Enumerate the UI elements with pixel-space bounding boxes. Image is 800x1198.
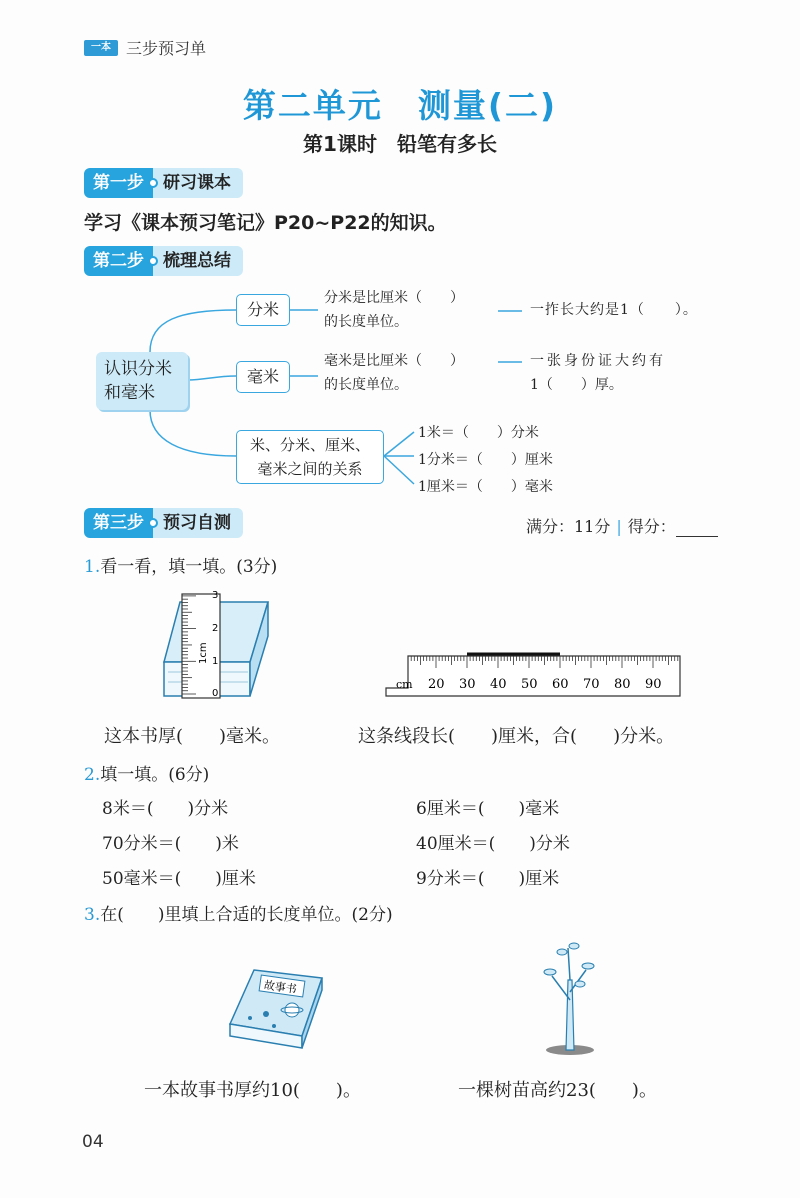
hruler-tick-label: 40 [490,677,507,692]
millimeter-example [530,349,666,397]
score-area [526,514,718,537]
storybook-dot [248,1016,252,1020]
storybook-dot [272,1024,276,1028]
step2-dot [148,256,158,266]
q1-title [84,552,277,577]
hruler-tick-label: 30 [459,677,476,692]
root-line-2: 和毫米 [104,383,155,403]
vruler-tick-label: 2 [212,623,219,634]
sapling-leaf [575,981,585,987]
step1-name: 研习课本 [153,168,243,198]
sapling-leaf [544,969,556,975]
series-badge: 一本 [84,40,118,56]
line-ruler-figure [384,648,684,698]
q3-title [84,900,393,925]
q2-title [84,760,209,785]
millimeter-desc-2: 的长度单位。 [324,377,408,393]
step3-dot [148,518,158,528]
q2-item: 70分米＝( )米 [102,834,239,854]
step2-name: 梳理总结 [153,246,243,276]
millimeter-desc-1: 毫米是比厘米（ ） [324,353,464,369]
sapling-leaf [582,963,594,969]
q2-item: 6厘米＝( )毫米 [416,799,560,819]
hruler-tick-label: 70 [583,677,600,692]
decimeter-desc-1: 分米是比厘米（ ） [324,290,464,306]
q1-number: 1. [84,557,101,577]
q2-item: 40厘米＝( )分米 [416,834,570,854]
node-relations [236,430,384,484]
q1-caption-book: 这本书厚( )毫米。 [104,726,281,747]
score-blank[interactable] [676,520,718,537]
page-number: 04 [82,1132,104,1152]
full-score: 满分：11分 [526,517,611,536]
hruler-unit: cm [396,678,413,691]
storybook-label: 故事书 [263,978,298,997]
node-decimeter: 分米 [236,294,290,326]
series-title: 三步预习单 [126,39,207,58]
score-label: 得分： [627,517,676,536]
root-line-1: 认识分米 [104,359,172,379]
hruler-tick-label: 80 [614,677,631,692]
q2-item: 50毫米＝( )厘米 [102,869,256,889]
q3-text: 在( )里填上合适的长度单位。(2分) [100,905,393,925]
decimeter-example: 一拃长大约是1（ ）。 [530,302,698,318]
step1-dot [148,178,158,188]
sapling-trunk [566,980,574,1050]
lesson-title: 第1课时 铅笔有多长 [303,132,497,156]
q2-number: 2. [84,765,101,785]
vruler-tick-label: 1 [212,656,219,667]
relations-list [418,420,553,501]
relation-3: 1厘米＝（ ）毫米 [418,479,553,495]
step2-tag: 第二步 [84,246,153,276]
q2-item: 8米＝( )分米 [102,799,229,819]
sapling-leaf [557,949,567,955]
step3-label [84,508,243,538]
mindmap-connectors [0,0,800,520]
node-millimeter: 毫米 [236,361,290,393]
q3-caption-book: 一本故事书厚约10( )。 [144,1080,361,1101]
unit-title: 第二单元 测量(二) [242,86,558,125]
sapling-branch [568,948,570,980]
q3-number: 3. [84,905,101,925]
sapling-leaf [569,943,579,949]
millimeter-example-2: 1（ ）厚。 [530,377,623,393]
hruler-tick-label: 60 [552,677,569,692]
q1-caption-segment: 这条线段长( )厘米，合( )分米。 [358,726,675,747]
mindmap-root [96,352,188,410]
step1-tag: 第一步 [84,168,153,198]
storybook-figure [222,964,328,1054]
book-ruler-figure [150,588,290,704]
vruler-unit: 1cm [198,642,209,664]
decimeter-desc-2: 的长度单位。 [324,314,408,330]
storybook-dot [263,1011,269,1017]
step3-tag: 第三步 [84,508,153,538]
q3-caption-tree: 一棵树苗高约23( )。 [458,1080,657,1101]
vruler-tick-label: 0 [212,688,219,699]
decimeter-desc [324,286,464,334]
vruler-tick-label: 3 [212,590,219,601]
relations-node-line-2: 毫米之间的关系 [257,460,363,478]
relations-node-line-1: 米、分米、厘米、 [249,436,370,454]
q2-text: 填一填。(6分) [100,765,210,785]
sapling-figure [540,940,600,1058]
q2-item: 9分米＝( )厘米 [416,869,560,889]
step1-content: 学习《课本预习笔记》P20~P22的知识。 [84,212,447,234]
step3-name: 预习自测 [153,508,243,538]
millimeter-example-1: 一张身份证大约有 [530,353,666,369]
storybook-planet [285,1003,299,1017]
relation-2: 1分米＝（ ）厘米 [418,452,553,468]
score-separator: | [616,517,622,536]
relation-1: 1米＝（ ）分米 [418,425,539,441]
q1-text: 看一看，填一填。(3分) [100,557,278,577]
hruler-tick-label: 20 [428,677,445,692]
millimeter-desc [324,349,464,397]
hruler-tick-label: 90 [645,677,662,692]
hruler-tick-label: 50 [521,677,538,692]
